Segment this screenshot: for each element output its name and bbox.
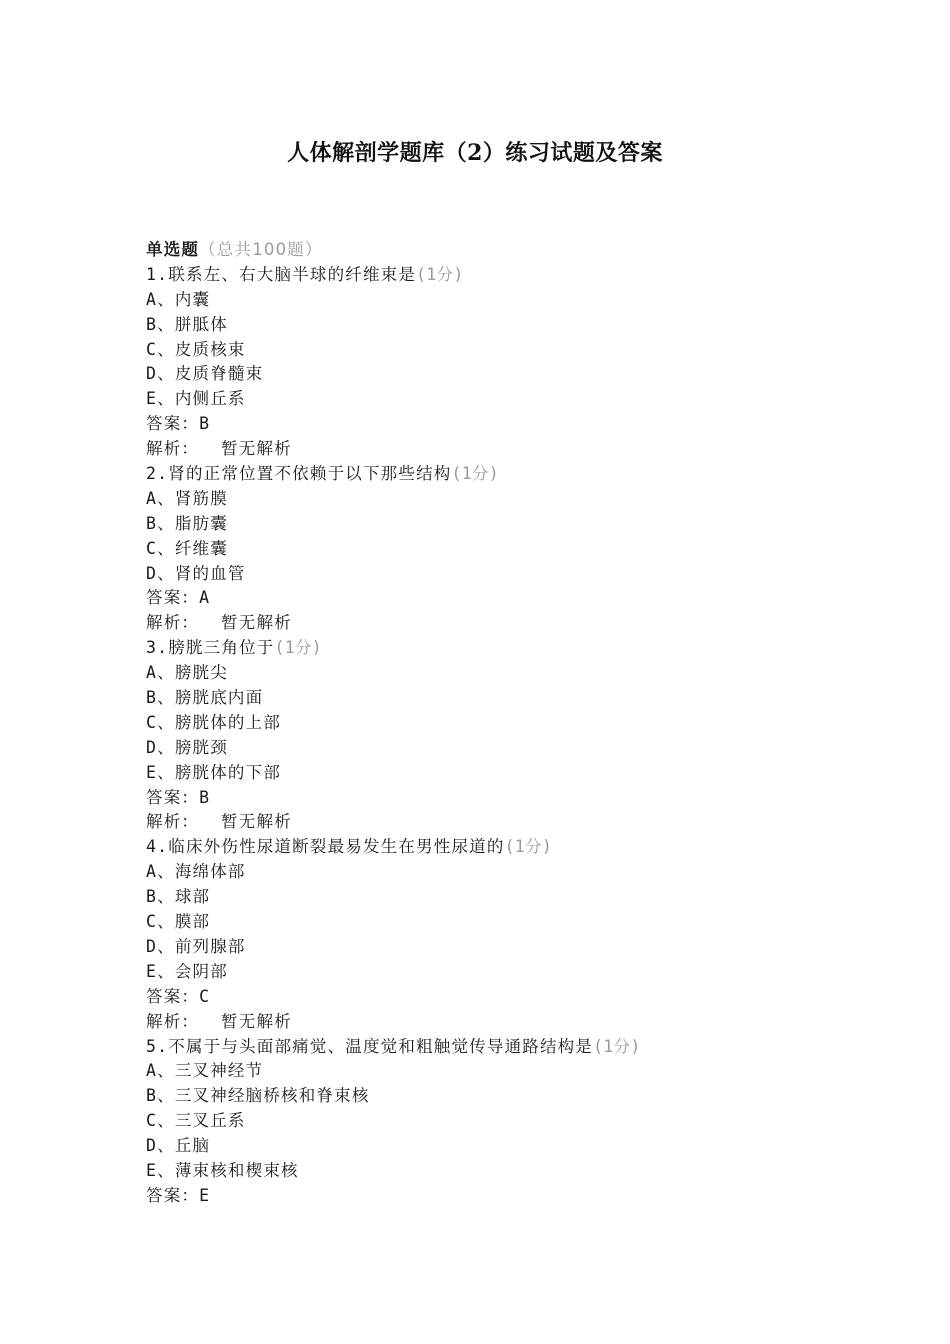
answer-option: E、膀胱体的下部: [146, 762, 282, 782]
answer-option: B、胼胝体: [146, 314, 228, 334]
question-score: (1分): [504, 837, 553, 857]
question-stem: [146, 835, 906, 860]
analysis-label: 解析：: [146, 613, 200, 633]
answer-option: B、三叉神经脑桥核和脊束核: [146, 1086, 370, 1106]
question-stem: [146, 636, 906, 661]
answer-option: C、皮质核束: [146, 339, 246, 359]
answer-option: D、前列腺部: [146, 936, 246, 956]
question-score: (1分): [416, 264, 464, 284]
answer-option: E、薄束核和楔束核: [146, 1160, 299, 1180]
question-stem: [146, 1035, 906, 1060]
analysis-text: 暂无解析: [221, 439, 292, 459]
answer-option: B、膀胱底内面: [146, 688, 264, 708]
answer-option: D、肾的血管: [146, 563, 246, 583]
analysis-label: 解析：: [146, 1011, 200, 1031]
analysis-text: 暂无解析: [221, 812, 292, 832]
answer-option: A、三叉神经节: [146, 1061, 264, 1081]
question-text: 4.临床外伤性尿道断裂最易发生在男性尿道的: [146, 837, 505, 857]
answer-option: B、脂肪囊: [146, 513, 228, 533]
question-text: 5.不属于与头面部痛觉、温度觉和粗触觉传导通路结构是: [146, 1036, 594, 1056]
analysis: [146, 437, 906, 462]
question-stem: [146, 462, 906, 487]
document-title: 人体解剖学题库（2）练习试题及答案: [287, 140, 663, 166]
question-list: [146, 238, 906, 1209]
correct-answer: 答案：B: [146, 414, 211, 434]
analysis: [146, 611, 906, 636]
question-text: 1.联系左、右大脑半球的纤维束是: [146, 264, 417, 284]
answer-option: A、肾筋膜: [146, 488, 228, 508]
question-text: 2.肾的正常位置不依赖于以下那些结构: [146, 464, 452, 484]
answer-option: C、膀胱体的上部: [146, 712, 282, 732]
analysis-text: 暂无解析: [221, 613, 292, 633]
answer-option: E、内侧丘系: [146, 389, 246, 409]
question-score: (1分): [274, 638, 322, 658]
correct-answer: 答案：B: [146, 787, 211, 807]
analysis-label: 解析：: [146, 439, 200, 459]
section-label: 单选题: [146, 240, 200, 259]
question-score: (1分): [451, 464, 499, 484]
answer-option: C、膜部: [146, 912, 211, 932]
answer-option: A、内囊: [146, 289, 211, 309]
analysis-label: 解析：: [146, 812, 200, 832]
answer-option: C、纤维囊: [146, 538, 228, 558]
correct-answer: 答案：A: [146, 588, 211, 608]
answer-option: D、膀胱颈: [146, 737, 228, 757]
answer-option: E、会阴部: [146, 961, 228, 981]
answer-option: A、膀胱尖: [146, 663, 228, 683]
answer-option: D、丘脑: [146, 1136, 211, 1156]
section-count-note: （总共100题）: [199, 240, 323, 259]
answer-option: C、三叉丘系: [146, 1111, 246, 1131]
section-header: [146, 238, 906, 263]
answer-option: B、球部: [146, 887, 211, 907]
analysis: [146, 1010, 906, 1035]
analysis-text: 暂无解析: [221, 1011, 292, 1031]
answer-option: A、海绵体部: [146, 862, 246, 882]
question-score: (1分): [593, 1036, 641, 1056]
correct-answer: 答案：E: [146, 1185, 211, 1205]
question-stem: [146, 263, 906, 288]
answer-option: D、皮质脊髓束: [146, 364, 264, 384]
correct-answer: 答案：C: [146, 986, 211, 1006]
question-text: 3.膀胱三角位于: [146, 638, 275, 658]
analysis: [146, 810, 906, 835]
